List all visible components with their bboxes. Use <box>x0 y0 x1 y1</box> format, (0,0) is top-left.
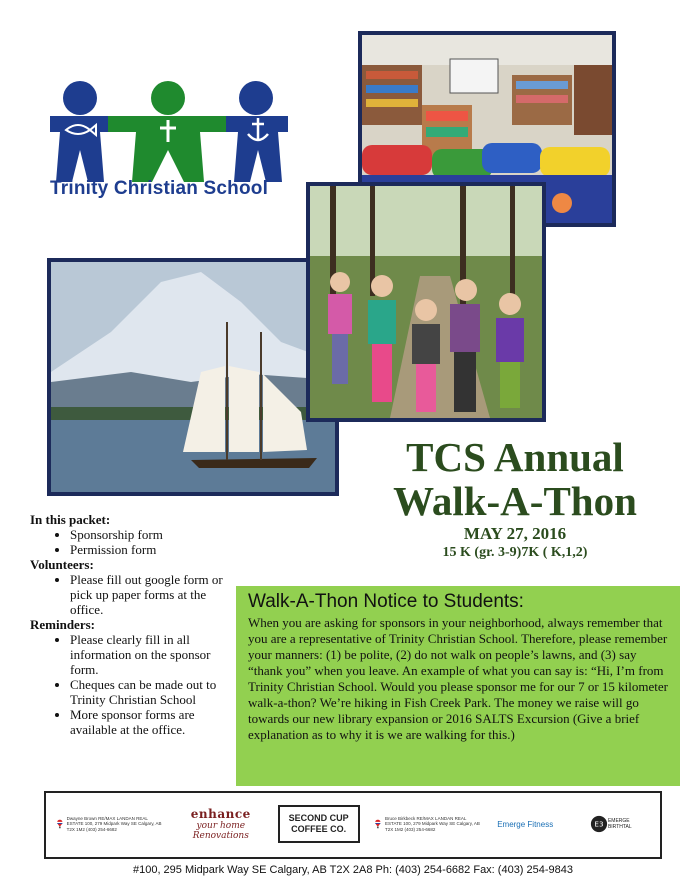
list-item: • More sponsor forms are available at the office. <box>70 707 240 737</box>
remax-balloon-icon <box>56 814 64 834</box>
sponsor-bar <box>44 791 662 859</box>
list-item: • Cheques can be made out to Trinity Christian School <box>70 677 240 707</box>
volunteers-heading: Volunteers: <box>30 557 94 572</box>
volunteers-list <box>30 572 240 617</box>
list-item: • Sponsorship form <box>70 527 240 542</box>
sponsor-realtor-2 <box>374 814 482 834</box>
event-date: MAY 27, 2016 <box>463 524 567 543</box>
event-title-line2: Walk-A-Thon <box>393 478 637 524</box>
student-notice <box>236 586 680 786</box>
school-name: Trinity Christian School <box>50 178 269 199</box>
three-children-logo-icon <box>48 78 292 188</box>
emerge-logo-icon <box>590 814 608 834</box>
event-distances: 15 K (gr. 3-9)7K ( K,1,2) <box>442 545 588 560</box>
sponsor-realtor-2-text: Bruce Birkbeck RE/MAX LANDAN REAL ESTATE 100, 279 Midpark Way SE Calgary, AB T2X 1M2 (403) 254-6682 <box>385 815 480 832</box>
notice-body: When you are asking for sponsors in your neighborhood, always remember that you are a representative of Trinity Christian School. Therefore, please remember your manners: (1) be polite, (2) do not walk on people’s lawns, and (3) say “thank you” when you leave. An example of what you can say is: “Hi, I’m from Trinity Christian School. Would you please sponsor me for our 7 or 15 kilometer walk-a-thon? We’re hiking in Fish Creek Park. The money we raise will go towards our new library expansion or 2016 SALTS Excursion (Give a brief explanation as to why it is we are walking for this.) <box>248 615 668 742</box>
sponsor-realtor-1-text: Dwayne Brown RE/MAX LANDAN REAL ESTATE 100, 279 Midpark Way SE Calgary, AB T2X 1M2 (403) 254-6682 <box>66 815 162 832</box>
enhance-line2: your home <box>196 821 246 831</box>
secondcup-line1: SECOND CUP <box>288 813 349 823</box>
packet-info <box>30 512 240 737</box>
sponsor-enhance <box>179 807 263 841</box>
notice-heading: Walk-A-Thon Notice to Students: <box>248 591 524 612</box>
enhance-line1: enhance <box>190 807 251 821</box>
sponsor-emerge-2 <box>590 814 650 834</box>
reminders-list <box>30 632 240 737</box>
walking-kids-photo <box>306 182 546 422</box>
sponsor-realtor-1 <box>56 814 164 834</box>
packet-list <box>30 527 240 557</box>
secondcup-line2: COFFEE CO. <box>291 824 347 834</box>
sponsor-second-cup <box>278 805 360 843</box>
list-item: • Please fill out google form or pick up paper forms at the office. <box>70 572 240 617</box>
list-item: • Please clearly fill in all information on the sponsor form. <box>70 632 240 677</box>
svg-text:E3: E3 <box>594 819 604 829</box>
event-title <box>350 435 680 523</box>
emerge-2-text: EMERGE BIRTHTAL <box>607 818 632 830</box>
remax-balloon-icon <box>374 814 382 834</box>
enhance-line3: Renovations <box>192 831 249 841</box>
event-title-line1: TCS Annual <box>406 434 624 480</box>
list-item: • Permission form <box>70 542 240 557</box>
sponsor-emerge-fitness: Emerge Fitness <box>497 819 554 829</box>
packet-heading: In this packet: <box>30 512 111 527</box>
school-address: #100, 295 Midpark Way SE Calgary, AB T2X 2A8 Ph: (403) 254-6682 Fax: (403) 254-9843 <box>132 864 574 876</box>
sailing-ship-photo <box>47 258 339 496</box>
reminders-heading: Reminders: <box>30 617 95 632</box>
